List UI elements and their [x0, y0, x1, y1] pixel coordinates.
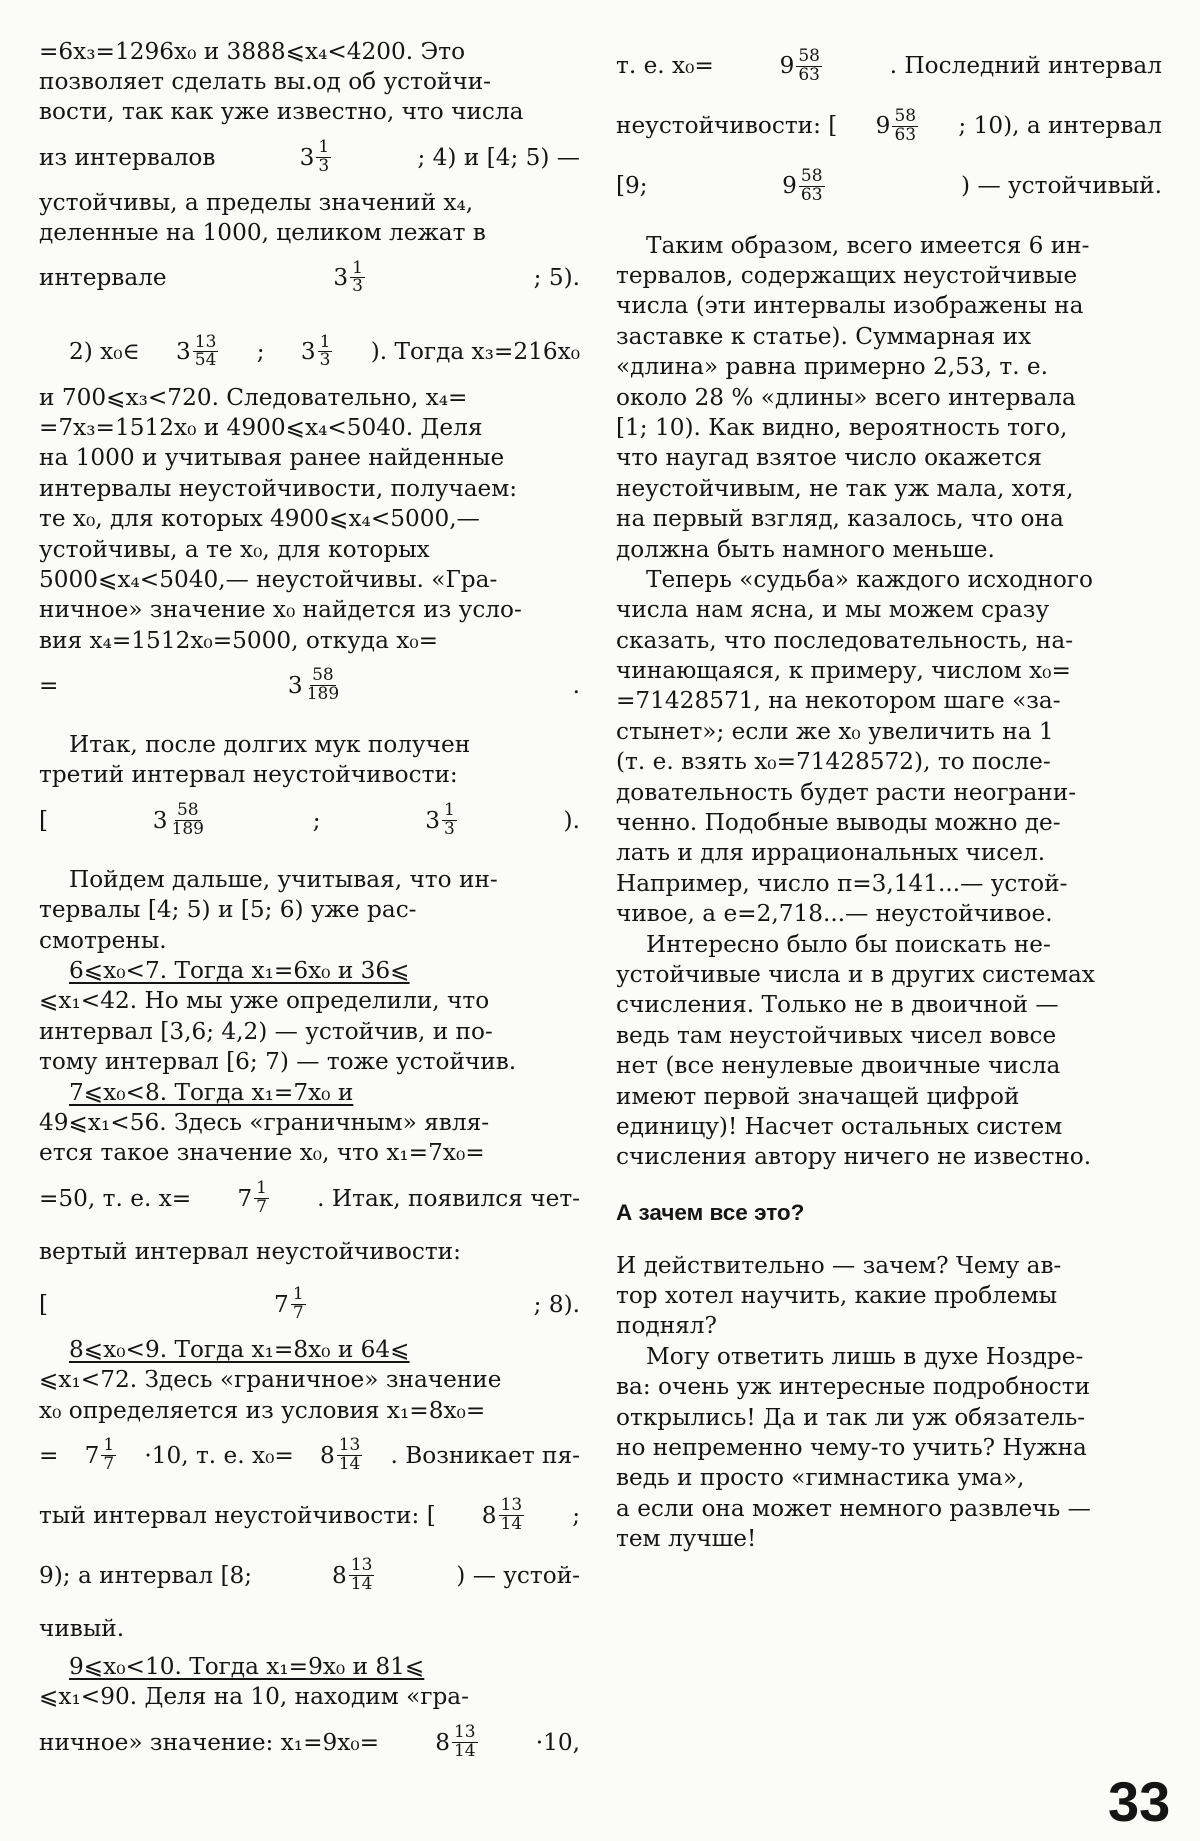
formula-text: =50, т. е. x= [39, 1184, 192, 1212]
text-line: нет (все ненулевые двоичные числа [616, 1052, 1061, 1080]
formula-text: ; 8). [533, 1290, 580, 1318]
denominator: 3 [319, 350, 331, 371]
paragraph-spacer [616, 216, 1162, 230]
mixed-fraction [84, 1434, 119, 1474]
text-line: чивый. [39, 1614, 125, 1642]
text-line: счисления автору ничего не известно. [616, 1143, 1092, 1171]
formula-content [616, 165, 1162, 205]
text-line: и 700⩽x₃<720. Следовательно, x₄= [39, 383, 468, 411]
section-heading: А зачем все это? [616, 1200, 805, 1226]
mixed-fraction [782, 165, 826, 205]
text-line: 9⩽x₀<10. Тогда x₁=9x₀ и 81⩽ [69, 1652, 425, 1680]
formula-text: интервале [39, 264, 167, 292]
fraction [170, 799, 206, 839]
text-line: интервалы неустойчивости, получаем: [39, 474, 518, 502]
denominator: 14 [338, 1453, 361, 1474]
mixed-fraction [333, 257, 367, 297]
text-line: на первый взгляд, казалось, что она [616, 505, 1064, 533]
formula-text: ) — устой- [456, 1561, 580, 1589]
text-line: что наугад взятое число окажется [616, 444, 1042, 472]
text-line: сказать, что последовательность, на- [616, 626, 1074, 654]
fraction-whole: 8 [435, 1728, 450, 1756]
text-line: «длина» равна примерно 2,53, т. е. [616, 353, 1049, 381]
denominator: 3 [444, 818, 455, 839]
text-line: тому интервал [6; 7) — тоже устойчив. [39, 1048, 517, 1076]
formula-text: . [572, 671, 580, 699]
fraction [350, 257, 365, 297]
text-line: ничное» значение x₀ найдется из усло- [39, 596, 522, 624]
fraction [452, 1721, 478, 1761]
formula-content [616, 105, 1162, 145]
mixed-fraction [237, 1177, 271, 1217]
numerator: 1 [318, 136, 330, 157]
text-line: ⩽x₁<42. Но мы уже определили, что [39, 987, 490, 1015]
fraction-whole: 3 [425, 806, 440, 834]
formula-content [616, 45, 1162, 85]
formula-text: = [39, 671, 59, 699]
text-line: =6x₃=1296x₀ и 3888⩽x₄<4200. Это [39, 37, 466, 65]
formula-line [39, 655, 580, 715]
right-column [616, 36, 1162, 1554]
formula-line [39, 790, 580, 850]
fraction [442, 799, 457, 839]
formula-text: ; [256, 338, 265, 366]
numerator: 58 [176, 799, 199, 820]
numerator: 58 [800, 165, 823, 186]
fraction [796, 45, 822, 85]
fraction [318, 331, 333, 371]
mixed-fraction [152, 799, 208, 839]
text-line: интервал [3,6; 4,2) — устойчив, и по- [39, 1017, 493, 1045]
text-line: около 28 % «длины» всего интервала [616, 383, 1076, 411]
formula-text: . Возникает пя- [390, 1441, 580, 1469]
text-line: деленные на 1000, целиком лежат в [39, 219, 486, 247]
fraction-whole: 9 [782, 172, 797, 200]
formula-text: = [39, 1441, 59, 1469]
text-line: x₀ определяется из условия x₁=8x₀= [39, 1396, 486, 1424]
text-line: устойчивы, а пределы значений x₄, [39, 188, 474, 216]
denominator: 7 [292, 1302, 304, 1323]
mixed-fraction [300, 331, 335, 371]
numerator: 1 [256, 1177, 267, 1198]
text-line: поднял? [616, 1312, 717, 1340]
denominator: 3 [318, 155, 330, 176]
text-line: вертый интервал неустойчивости: [39, 1237, 461, 1265]
text-line: позволяет сделать вы.од об устойчи- [39, 67, 491, 95]
numerator: 13 [453, 1721, 476, 1742]
numerator: 13 [500, 1494, 523, 1515]
mixed-fraction [331, 1554, 376, 1594]
paragraph-spacer [616, 1236, 1162, 1250]
text-line: Например, число π=3,141...— устой- [616, 869, 1068, 897]
text-line: =7x₃=1512x₀ и 4900⩽x₄<5040. Деля [39, 413, 483, 441]
formula-text: [ [39, 1290, 49, 1318]
text-line: чинающаяся, к примеру, числом x₀= [616, 657, 1071, 685]
formula-content [39, 257, 580, 297]
denominator: 3 [352, 276, 363, 297]
text-line: тор хотел научить, какие проблемы [616, 1282, 1058, 1310]
text-line: тервалов, содержащих неустойчивые [616, 261, 1078, 289]
mixed-fraction [319, 1434, 364, 1474]
text-line: лать и для иррациональных чисел. [616, 839, 1046, 867]
formula-content [39, 1283, 580, 1323]
formula-text: ; 10), а интервал [958, 112, 1162, 140]
mixed-fraction [435, 1721, 479, 1761]
text-line: тем лучше! [616, 1525, 757, 1553]
formula-text: ·10, т. е. x₀= [144, 1441, 294, 1469]
fraction-whole: 3 [333, 264, 349, 292]
text-line: а если она может немного развлечь — [616, 1494, 1091, 1522]
fraction-whole: 3 [176, 338, 191, 366]
text-line: ведь и просто «гимнастика ума», [616, 1464, 1025, 1492]
text-line: вости, так как уже известно, что числа [39, 98, 524, 126]
text-line: довательность будет расти неограни- [616, 778, 1077, 806]
denominator: 14 [500, 1513, 523, 1534]
denominator: 63 [894, 124, 917, 145]
formula-content [39, 1721, 580, 1761]
mixed-fraction [481, 1494, 526, 1534]
text-line: устойчивые числа и в других системах [616, 960, 1095, 988]
fraction-whole: 8 [331, 1561, 347, 1589]
formula-text: ; 4) и [4; 5) — [417, 143, 580, 171]
text-line: 7⩽x₀<8. Тогда x₁=7x₀ и [69, 1078, 354, 1106]
fraction-whole: 8 [481, 1501, 497, 1529]
left-column [39, 36, 580, 1772]
formula-text: . Итак, появился чет- [317, 1184, 580, 1212]
mixed-fraction [288, 667, 343, 704]
formula-line [39, 1712, 580, 1772]
formula-content [39, 799, 580, 839]
text-line: вия x₄=1512x₀=5000, откуда x₀= [39, 626, 439, 654]
text-line: 49⩽x₁<56. Здесь «граничным» явля- [39, 1108, 490, 1136]
denominator: 7 [103, 1453, 115, 1474]
text-line: Итак, после долгих мук получен [69, 731, 471, 759]
text-line: ведь там неустойчивых чисел вовсе [616, 1021, 1057, 1049]
formula-text: ; [312, 806, 321, 834]
text-line: устойчивы, а те x₀, для которых [39, 535, 430, 563]
mixed-fraction [274, 1283, 308, 1323]
formula-text: ; 5). [533, 264, 580, 292]
fraction [305, 667, 341, 704]
fraction-whole: 7 [84, 1441, 100, 1469]
text-line: открылись! Да и так ли уж обязатель- [616, 1403, 1086, 1431]
text-line: заставке к статье). Суммарная их [616, 322, 1032, 350]
formula-line [616, 96, 1162, 156]
text-line: единицу)! Насчет остальных систем [616, 1112, 1063, 1140]
numerator: 1 [103, 1434, 115, 1455]
numerator: 1 [292, 1283, 304, 1304]
formula-line [39, 1545, 580, 1605]
paragraph-spacer [39, 308, 580, 322]
text-line: ⩽x₁<90. Деля на 10, находим «гра- [39, 1683, 469, 1711]
numerator: 13 [338, 1434, 361, 1455]
text-line: ва: очень уж интересные подробности [616, 1373, 1091, 1401]
denominator: 189 [306, 683, 340, 704]
formula-line [39, 1425, 580, 1485]
formula-text: 9); а интервал [8; [39, 1561, 253, 1589]
formula-text: ничное» значение: x₁=9x₀= [39, 1728, 380, 1756]
fraction [254, 1177, 269, 1217]
text-line: ⩽x₁<72. Здесь «граничное» значение [39, 1366, 502, 1394]
text-line: Таким образом, всего имеется 6 ин- [646, 231, 1090, 259]
formula-line [39, 1485, 580, 1545]
formula-text: . Последний интервал [889, 52, 1162, 80]
text-line: числа нам ясна, и мы можем сразу [616, 596, 1050, 624]
denominator: 63 [798, 64, 820, 85]
text-line: но непременно чему-то учить? Нужна [616, 1434, 1087, 1462]
text-line: 6⩽x₀<7. Тогда x₁=6x₀ и 36⩽ [69, 957, 410, 985]
text-line: Пойдем дальше, учитывая, что ин- [69, 865, 498, 893]
fraction [892, 105, 918, 145]
text-line: чивое, а e=2,718...— неустойчивое. [616, 900, 1053, 928]
numerator: 13 [350, 1554, 373, 1575]
numerator: 1 [444, 799, 455, 820]
text-line: (т. е. взять x₀=71428572), то после- [616, 748, 1051, 776]
text-line: стынет»; если же x₀ увеличить на 1 [616, 717, 1054, 745]
formula-text: из интервалов [39, 143, 216, 171]
text-line: И действительно — зачем? Чему ав- [616, 1251, 1062, 1279]
fraction-whole: 9 [875, 112, 891, 140]
text-line: Теперь «судьба» каждого исходного [646, 565, 1093, 593]
numerator: 58 [894, 105, 917, 126]
text-line: тервалы [4; 5) и [5; 6) уже рас- [39, 896, 417, 924]
text-line: 5000⩽x₄<5040,— неустойчивы. «Гра- [39, 565, 498, 593]
numerator: 58 [312, 665, 334, 686]
fraction-whole: 7 [237, 1184, 253, 1212]
formula-line [39, 127, 580, 187]
text-line: те x₀, для которых 4900⩽x₄<5000,— [39, 505, 480, 533]
formula-text: 2) x₀∈ [69, 338, 140, 366]
text-line: Могу ответить лишь в духе Ноздре- [646, 1342, 1084, 1370]
fraction-whole: 3 [299, 143, 315, 171]
formula-line [39, 1168, 580, 1228]
text-line: должна быть намного меньше. [616, 535, 995, 563]
fraction [291, 1283, 306, 1323]
text-line: неустойчивым, не так уж мала, хотя, [616, 474, 1074, 502]
fraction-whole: 8 [319, 1441, 335, 1469]
numerator: 58 [798, 45, 820, 66]
fraction [101, 1434, 116, 1474]
formula-content [39, 1177, 580, 1217]
fraction [499, 1494, 525, 1534]
formula-content [39, 1434, 580, 1474]
text-line: ченно. Подобные выводы можно де- [616, 809, 1061, 837]
fraction [193, 331, 219, 371]
page-number: 33 [1108, 1770, 1171, 1833]
formula-line [616, 36, 1162, 96]
text-line: =71428571, на некотором шаге «за- [616, 687, 1061, 715]
formula-text: [ [39, 806, 49, 834]
text-line: счисления. Только не в двоичной — [616, 991, 1059, 1019]
fraction-whole: 3 [300, 338, 316, 366]
paragraph-spacer [39, 715, 580, 729]
text-line: смотрены. [39, 926, 167, 954]
text-line: ется такое значение x₀, что x₁=7x₀= [39, 1139, 485, 1167]
formula-line [39, 1274, 580, 1334]
numerator: 1 [319, 331, 331, 352]
fraction-whole: 3 [287, 671, 303, 699]
fraction [349, 1554, 375, 1594]
text-line: [1; 10). Как видно, вероятность того, [616, 413, 1068, 441]
numerator: 1 [352, 257, 363, 278]
mixed-fraction [425, 799, 459, 839]
mixed-fraction [176, 331, 220, 371]
mixed-fraction [779, 45, 824, 85]
formula-text: неустойчивости: [ [616, 112, 838, 140]
denominator: 54 [194, 350, 217, 371]
fraction-whole: 3 [152, 806, 168, 834]
numerator: 13 [194, 331, 217, 352]
formula-text: ). Тогда x₃=216x₀ [370, 338, 580, 366]
denominator: 14 [350, 1573, 373, 1594]
formula-text: [9; [616, 172, 648, 200]
fraction [799, 165, 825, 205]
formula-content [69, 331, 580, 371]
formula-content [39, 136, 580, 176]
fraction [316, 136, 331, 176]
fraction [337, 1434, 363, 1474]
formula-text: ). [563, 806, 580, 834]
denominator: 63 [800, 184, 823, 205]
denominator: 7 [256, 1196, 267, 1217]
formula-line [616, 156, 1162, 216]
fraction-whole: 7 [274, 1290, 289, 1318]
text-line: 8⩽x₀<9. Тогда x₁=8x₀ и 64⩽ [69, 1335, 410, 1363]
paragraph-spacer [39, 850, 580, 864]
formula-line [39, 322, 580, 382]
denominator: 14 [453, 1740, 476, 1761]
formula-content [39, 1494, 580, 1534]
formula-text: ; [572, 1501, 580, 1529]
formula-text: тый интервал неустойчивости: [ [39, 1501, 436, 1529]
text-line: числа (эти интервалы изображены на [616, 292, 1084, 320]
mixed-fraction [299, 136, 334, 176]
paragraph-spacer [616, 1172, 1162, 1190]
formula-content [39, 1554, 580, 1594]
mixed-fraction [875, 105, 920, 145]
formula-content [39, 667, 580, 704]
formula-text: т. е. x₀= [616, 52, 714, 80]
formula-text: ) — устойчивый. [961, 172, 1162, 200]
text-line: имеют первой значащей цифрой [616, 1082, 1020, 1110]
text-line: Интересно было бы поискать не- [646, 930, 1051, 958]
denominator: 189 [171, 818, 204, 839]
text-line: на 1000 и учитывая ранее найденные [39, 444, 505, 472]
fraction-whole: 9 [779, 52, 795, 80]
formula-line [39, 248, 580, 308]
formula-text: ·10, [535, 1728, 580, 1756]
text-line: третий интервал неустойчивости: [39, 761, 458, 789]
